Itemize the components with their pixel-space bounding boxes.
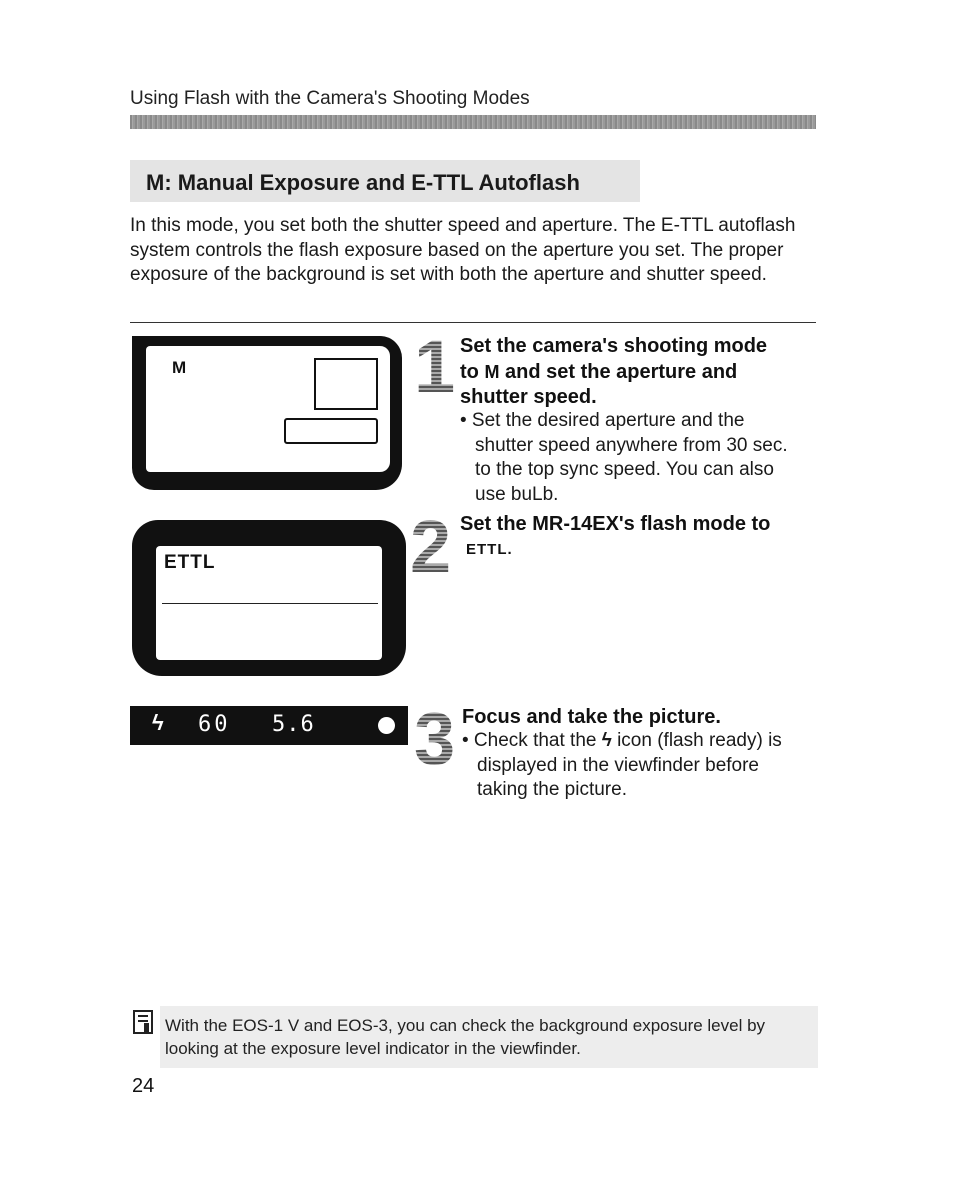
step-1-heading-text: to [460,360,485,383]
note-text: With the EOS-1 V and EOS-3, you can check the background exposure level by looking at the exposure level indicator in the viewfinder. [165,1016,766,1058]
flash-lcd-divider [162,603,378,604]
step-1-body [460,409,820,507]
step-1-bullet: • Set the desired aperture and the [460,410,745,431]
step-number-1: 1 [414,325,456,408]
section-header: Using Flash with the Camera's Shooting Modes [130,88,530,109]
viewfinder-shutter: 60 [198,712,231,737]
focus-confirm-icon [378,717,395,734]
step-1-bullet-cont: use buLb. [475,483,559,505]
step-3-bullet-cont: taking the picture. [477,779,627,800]
divider [130,322,816,323]
page-title: M: Manual Exposure and E-TTL Autoflash [146,170,580,195]
camera-lcd-mode: M [172,358,187,377]
mode-m-label: M [484,361,500,382]
step-1-bullet-cont: shutter speed anywhere from 30 sec. [475,434,788,456]
note-icon [133,1010,153,1034]
flash-lcd-mode: ETTL [164,552,216,573]
flash-ready-icon: ϟ [152,710,164,735]
flash-icon: ϟ [601,730,612,751]
step-number-2: 2 [410,505,452,588]
step-3-bullet-cont: displayed in the viewfinder before [477,754,760,776]
shutter-display-box [314,358,378,410]
step-3-bullet-text: • Check that the [462,730,602,751]
step-1-heading-line [460,360,810,386]
page-number: 24 [132,1075,155,1097]
step-3-body [462,729,822,803]
step-1-bullet-cont: to the top sync speed. You can also [475,459,774,480]
step-3-bullet-text: icon (flash ready) is [611,730,782,751]
header-rule [130,115,816,129]
step-number-3: 3 [414,697,456,780]
step-1-heading-text: and set the aperture and [499,360,738,383]
step-1-heading [460,334,810,411]
aperture-display-box [284,418,378,444]
intro-paragraph: In this mode, you set both the shutter speed and aperture. The E-TTL autoflash system controls the flash exposure based on the aperture you set. The proper exposure of the background is set with both the aperture and shutter speed. [130,215,796,285]
step-3-heading: Focus and take the picture. [462,706,721,728]
step-1-heading-line: shutter speed. [460,386,597,408]
step-1-heading-line: Set the camera's shooting mode [460,335,768,357]
step-2-heading: Set the MR-14EX's flash mode to [460,513,771,535]
step-2-mode: ETTL. [466,541,513,558]
viewfinder-aperture: 5.6 [272,712,315,737]
viewfinder-display [130,706,408,745]
step-3-bullet [462,729,822,754]
